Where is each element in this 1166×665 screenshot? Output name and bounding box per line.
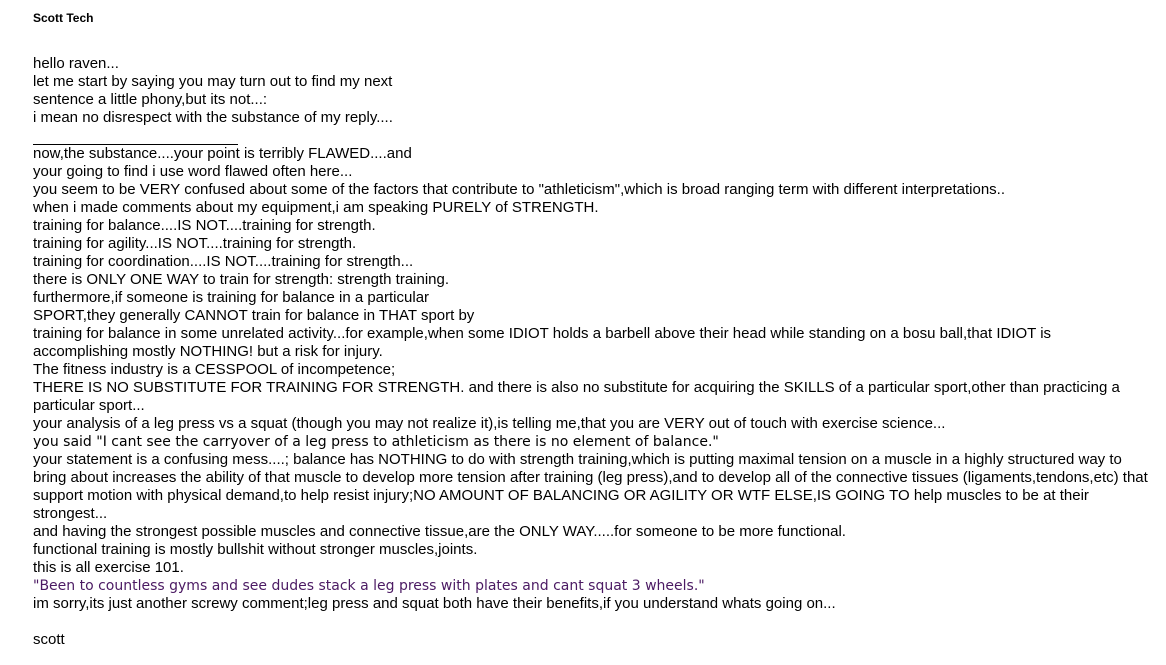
- post-line: furthermore,if someone is training for balance in a particular: [33, 289, 430, 306]
- post-line: there is ONLY ONE WAY to train for strength: strength training.: [33, 271, 450, 288]
- post-line: sentence a little phony,but its not...:: [33, 91, 268, 108]
- separator-line: [33, 127, 238, 145]
- post-line: training for agility...IS NOT....training for strength.: [33, 235, 357, 252]
- post-line: training for balance....IS NOT....training for strength.: [33, 217, 376, 234]
- quoted-statement: you said "I cant see the carryover of a leg press to athleticism as there is no element of balance.": [33, 434, 719, 450]
- post-body: [33, 55, 1148, 649]
- post-line: your analysis of a leg press vs a squat (though you may not realize it),is telling me,that you are VERY out of touch with exercise science...: [33, 415, 946, 432]
- post-line: and having the strongest possible muscles and connective tissue,are the ONLY WAY.....for someone to be more functional.: [33, 523, 846, 540]
- post-signature: scott: [33, 631, 65, 648]
- post-line: when i made comments about my equipment,i am speaking PURELY of STRENGTH.: [33, 199, 599, 216]
- post-line: this is all exercise 101.: [33, 559, 184, 576]
- post-paragraph: THERE IS NO SUBSTITUTE FOR TRAINING FOR STRENGTH. and there is also no substitute for acquiring the SKILLS of a particular sport,other than practicing a particular sport...: [33, 379, 1120, 414]
- post-line: hello raven...: [33, 55, 119, 72]
- post-line: now,the substance....your point is terribly FLAWED....and: [33, 145, 412, 162]
- post-line: SPORT,they generally CANNOT train for balance in THAT sport by: [33, 307, 475, 324]
- post-line: you seem to be VERY confused about some of the factors that contribute to "athleticism",which is broad ranging term with different interpretations..: [33, 181, 1006, 198]
- post-line: i mean no disrespect with the substance of my reply....: [33, 109, 393, 126]
- post-line: your going to find i use word flawed often here...: [33, 163, 353, 180]
- post-paragraph: your statement is a confusing mess....; balance has NOTHING to do with strength training,which is putting maximal tension on a muscle in a highly structured way to bring about increases the ability of that muscle to develop more tension after training (leg press),and to develop all of the connective tissues (ligaments,tendons,etc) that support motion with physical demand,to help resist injury;NO AMOUNT OF BALANCING OR AGILITY OR WTF ELSE,IS GOING TO help muscles to be at their strongest...: [33, 451, 1148, 522]
- post-paragraph: training for balance in some unrelated activity...for example,when some IDIOT holds a barbell above their head while standing on a bosu ball,that IDIOT is accomplishing mostly NOTHING! but a risk for injury.: [33, 325, 1052, 360]
- post-line: functional training is mostly bullshit without stronger muscles,joints.: [33, 541, 478, 558]
- post-line: The fitness industry is a CESSPOOL of incompetence;: [33, 361, 396, 378]
- post-line: training for coordination....IS NOT....training for strength...: [33, 253, 414, 270]
- post-line: im sorry,its just another screwy comment;leg press and squat both have their benefits,if you understand whats going on...: [33, 595, 836, 612]
- blank-line: [33, 613, 1148, 631]
- post-author: Scott Tech: [33, 11, 94, 25]
- quoted-statement-purple: "Been to countless gyms and see dudes stack a leg press with plates and cant squat 3 wheels.": [33, 578, 705, 594]
- post-line: let me start by saying you may turn out to find my next: [33, 73, 393, 90]
